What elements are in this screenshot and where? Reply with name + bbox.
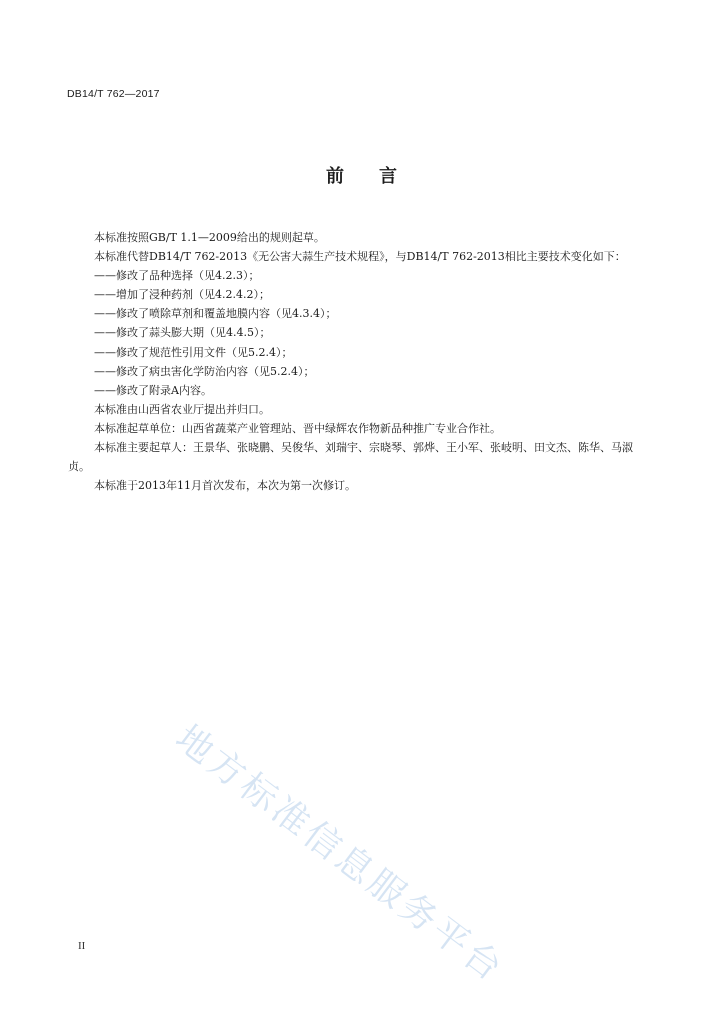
document-body <box>68 228 652 495</box>
change-item: ——增加了浸种药剂（见4.2.4.2）； <box>94 288 270 302</box>
paragraph-drafters: 本标准主要起草人：王景华、张晓鹏、吴俊华、刘瑞宇、宗晓琴、郭烨、王小军、张岐明、田文杰、陈华、马淑贞。 <box>68 441 633 474</box>
paragraph-proposer: 本标准由山西省农业厅提出并归口。 <box>94 402 270 416</box>
change-item: ——修改了喷除草剂和覆盖地膜内容（见4.3.4）； <box>94 307 337 321</box>
document-code: DB14/T 762—2017 <box>67 88 160 100</box>
paragraph-replacement: 本标准代替DB14/T 762-2013《无公害大蒜生产技术规程》，与DB14/T 762-2013相比主要技术变化如下： <box>94 250 626 264</box>
change-item: ——修改了蒜头膨大期（见4.4.5）； <box>94 326 271 340</box>
change-item: ——修改了附录A内容。 <box>94 383 212 397</box>
page-title <box>0 162 724 188</box>
change-item: ——修改了品种选择（见4.2.3）； <box>94 269 260 283</box>
page-number: II <box>78 940 86 952</box>
title-char-1: 前 <box>326 166 345 187</box>
paragraph-release-history: 本标准于2013年11月首次发布，本次为第一次修订。 <box>94 479 356 493</box>
paragraph-drafting-units: 本标准起草单位：山西省蔬菜产业管理站、晋中绿辉农作物新品种推广专业合作社。 <box>94 421 501 435</box>
watermark: 地方标准信息服务平台 <box>167 717 512 992</box>
title-char-2: 言 <box>379 166 398 187</box>
change-item: ——修改了规范性引用文件（见5.2.4）； <box>94 345 293 359</box>
change-item: ——修改了病虫害化学防治内容（见5.2.4）； <box>94 364 315 378</box>
paragraph-drafting-rules: 本标准按照GB/T 1.1—2009给出的规则起草。 <box>94 231 325 244</box>
